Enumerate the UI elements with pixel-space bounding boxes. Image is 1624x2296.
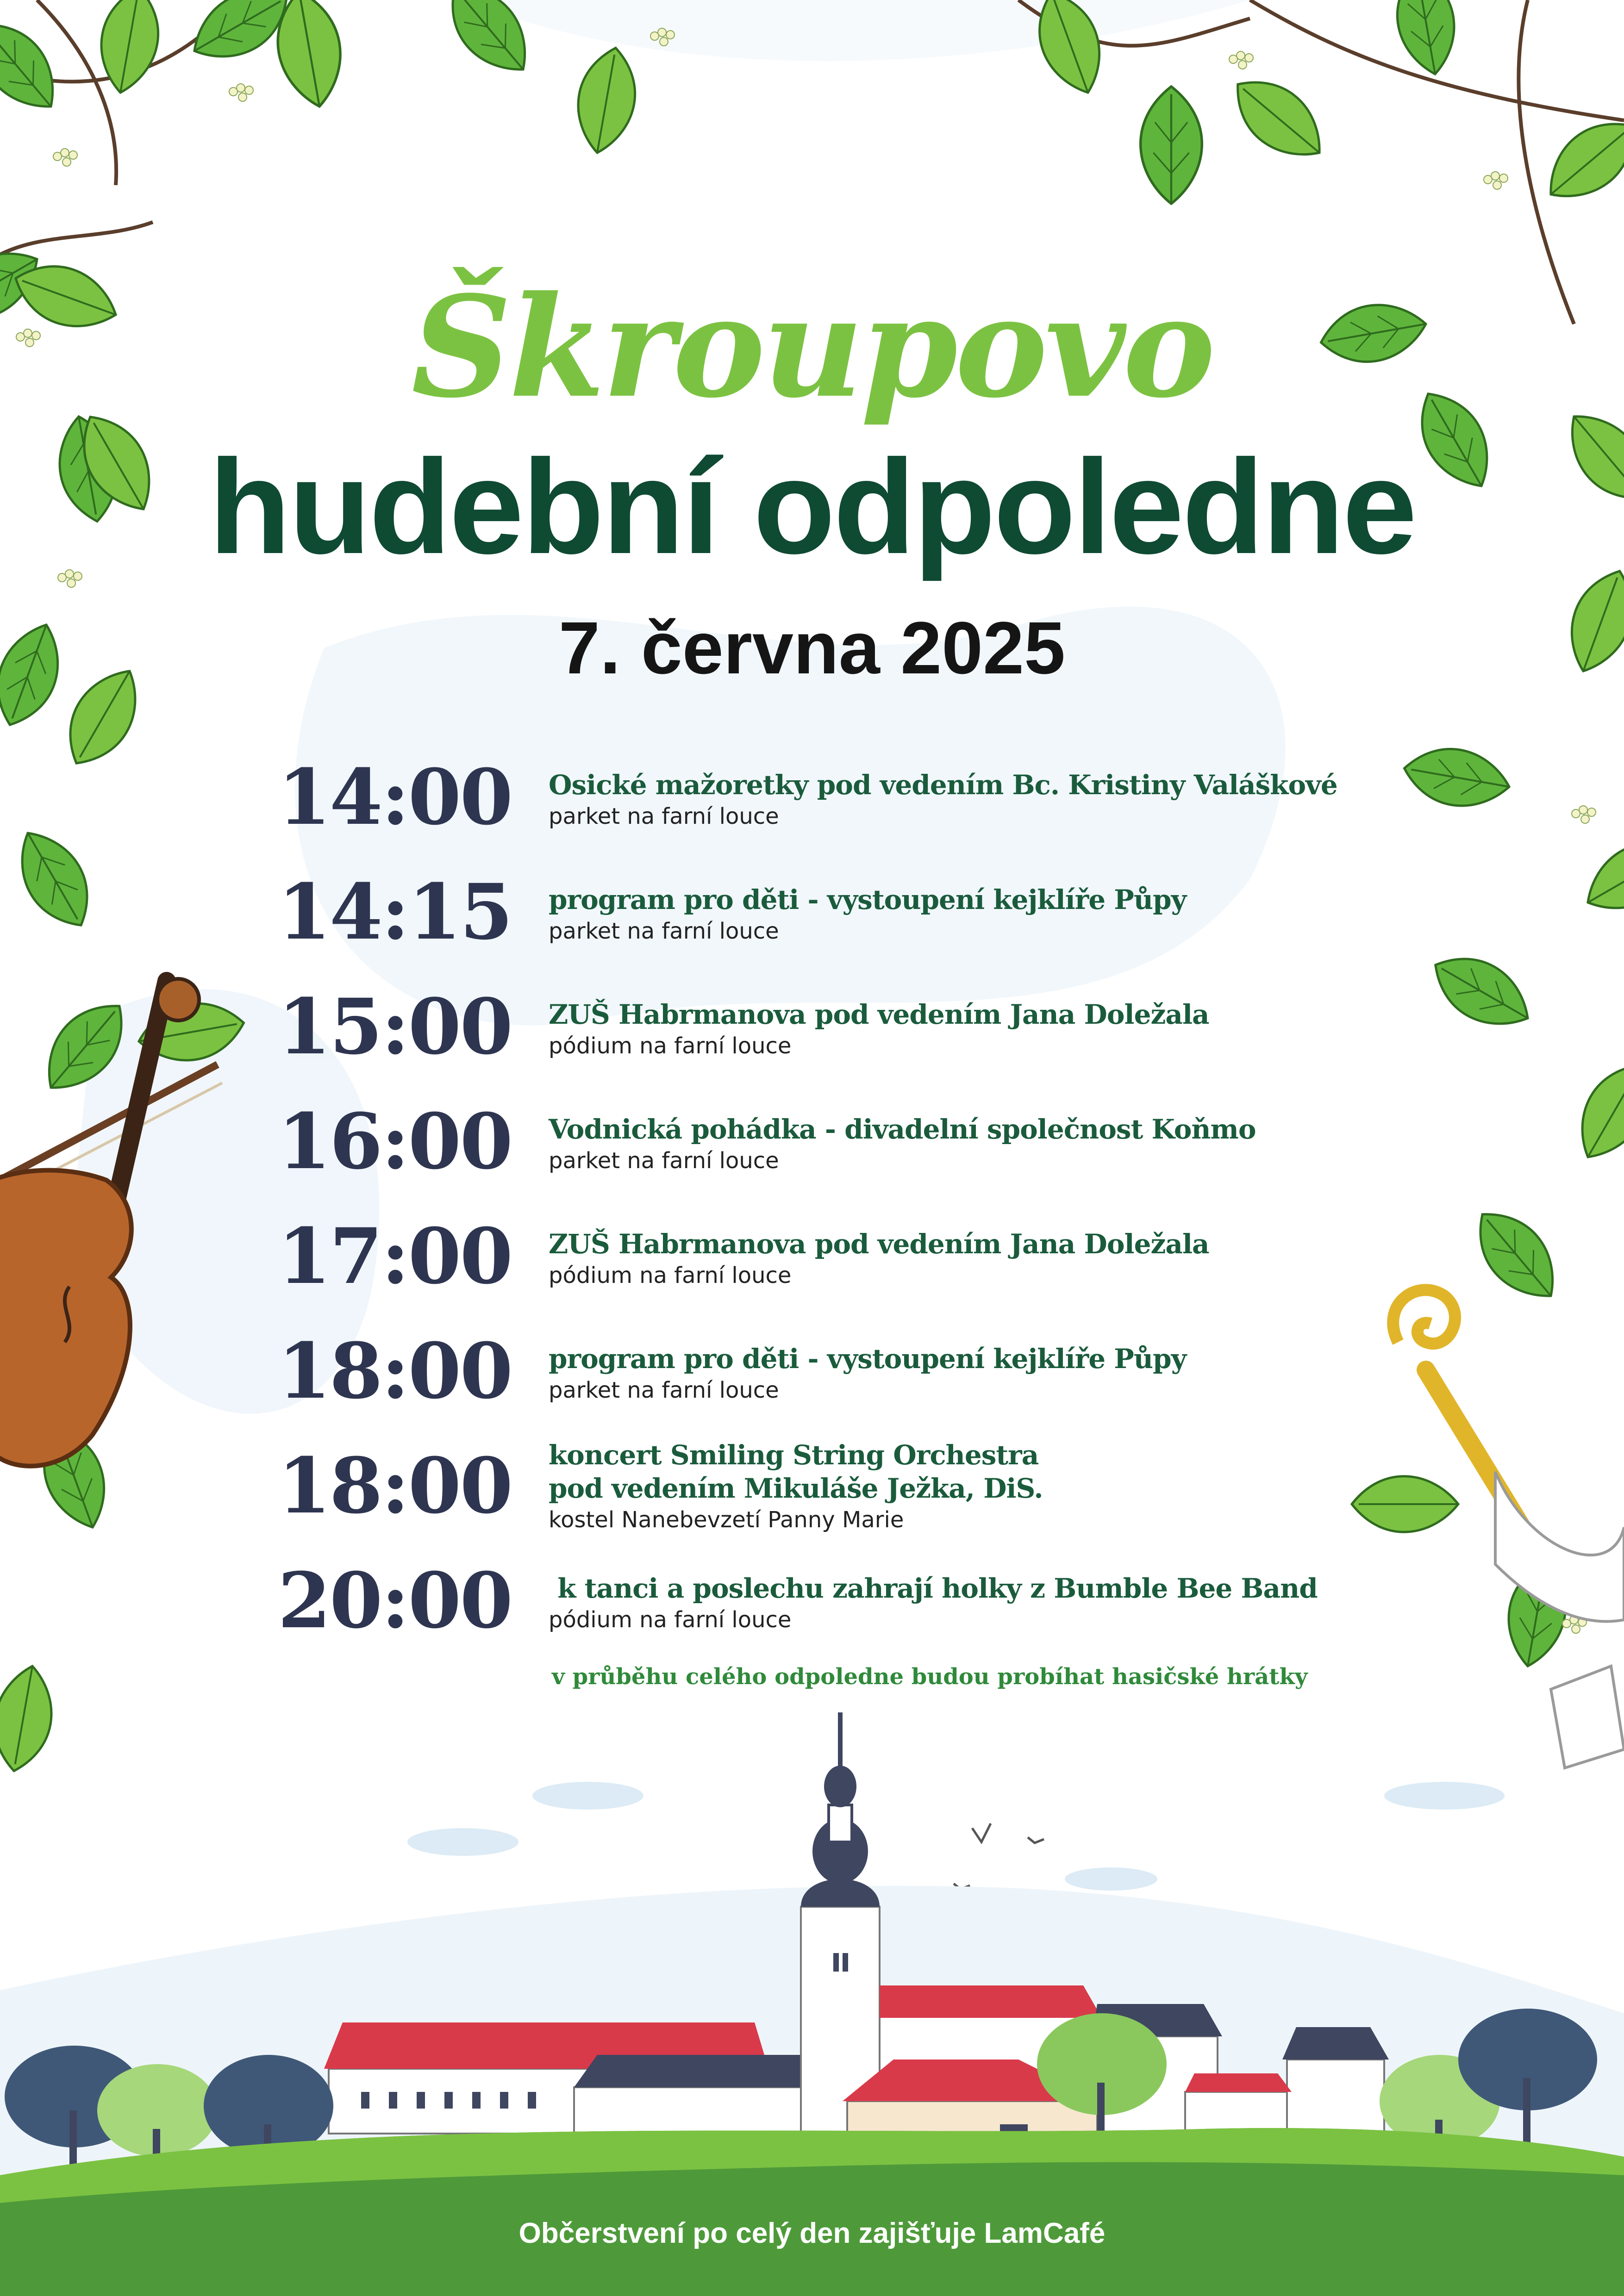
schedule-row [0,867,1624,985]
schedule-title: program pro děti - vystoupení kejklíře Půpy [549,1343,1187,1375]
schedule-venue: parket na farní louce [549,1377,779,1403]
schedule-row [0,1326,1624,1444]
schedule-title: k tanci a poslechu zahrají holky z Bumble Bee Band [549,1573,1318,1604]
schedule-time: 16:00 [278,1096,512,1186]
title-line-1: Škroupovo [411,265,1213,429]
schedule-time: 18:00 [278,1326,512,1416]
schedule-time: 18:00 [278,1441,512,1531]
clouds [407,1782,1505,1891]
schedule-venue: pódium na farní louce [549,1033,792,1059]
schedule-row [0,1556,1624,1674]
schedule-title: koncert Smiling String Orchestra [549,1439,1039,1471]
schedule-row [0,1211,1624,1329]
schedule-venue: parket na farní louce [549,803,779,829]
schedule-title: program pro děti - vystoupení kejklíře Půpy [549,884,1187,915]
schedule-title: Osické mažoretky pod vedením Bc. Kristiny Valáškové [549,769,1337,801]
schedule-row [0,982,1624,1100]
schedule-time: 14:00 [278,752,512,842]
footer-refreshments: Občerstvení po celý den zajišťuje LamCafé [518,2217,1106,2249]
schedule-row [0,752,1624,870]
schedule-title-line-2: pod vedením Mikuláše Ježka, DiS. [549,1473,1043,1504]
schedule-title: ZUŠ Habrmanova pod vedením Jana Doležala [549,999,1209,1030]
schedule-time: 17:00 [278,1211,512,1301]
schedule-title: Vodnická pohádka - divadelní společnost Koňmo [549,1114,1256,1145]
schedule-time: 15:00 [278,982,512,1071]
schedule-row [0,1439,1624,1559]
schedule-venue: pódium na farní louce [549,1263,792,1288]
schedule-venue: parket na farní louce [549,1148,779,1174]
schedule-venue: pódium na farní louce [549,1607,792,1633]
schedule-time: 20:00 [278,1556,512,1645]
schedule-title: ZUŠ Habrmanova pod vedením Jana Doležala [549,1228,1209,1260]
program-note: v průběhu celého odpoledne budou probíhat hasičské hrátky [552,1664,1308,1690]
schedule-time: 14:15 [278,867,512,957]
schedule-venue: parket na farní louce [549,918,779,944]
schedule-row [0,1096,1624,1214]
event-date: 7. června 2025 [558,606,1066,689]
title-line-2: hudební odpoledne [208,432,1416,582]
schedule-venue: kostel Nanebevzetí Panny Marie [549,1507,904,1533]
